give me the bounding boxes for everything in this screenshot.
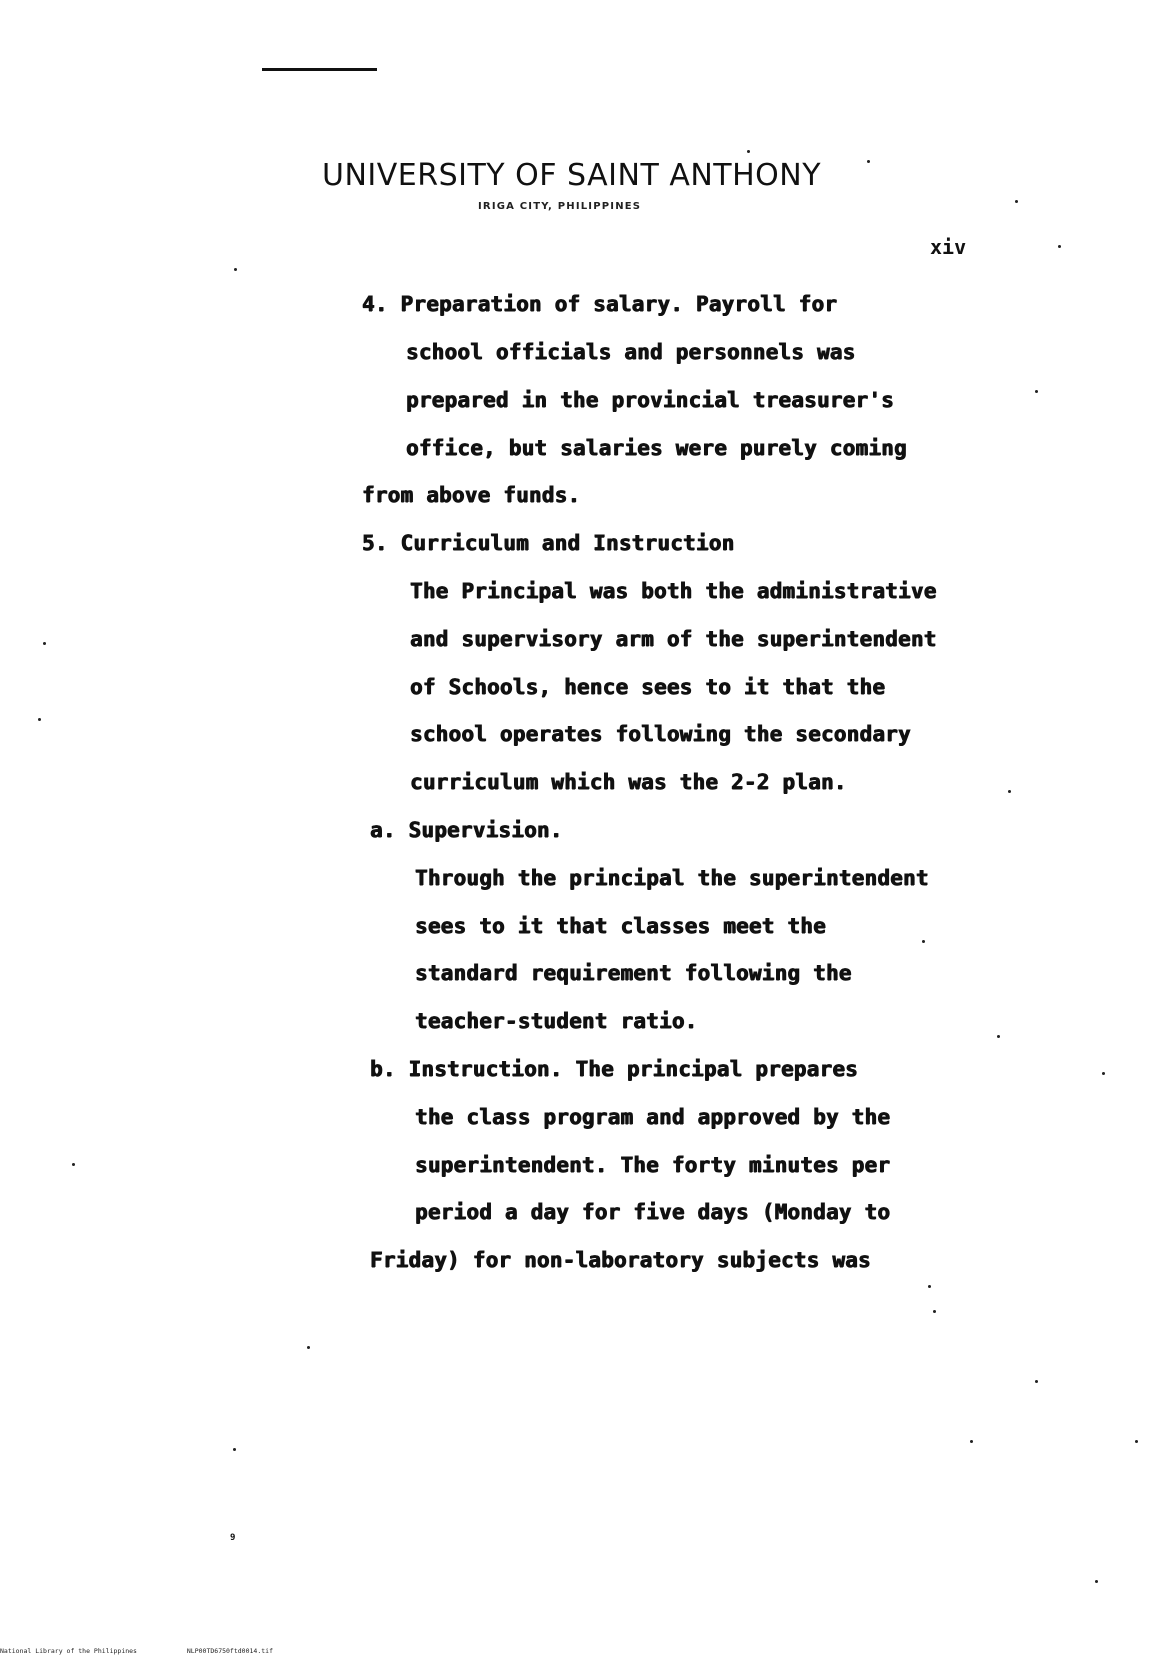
body-line: school operates following the secondary xyxy=(410,722,911,746)
speck xyxy=(933,1310,936,1313)
speck xyxy=(43,642,46,645)
speck xyxy=(233,1448,236,1451)
speck xyxy=(1102,1072,1105,1075)
letterhead-subtitle: IRIGA CITY, PHILIPPINES xyxy=(478,201,642,212)
speck xyxy=(747,150,750,153)
body-line: school officials and personnels was xyxy=(406,340,856,364)
body-line: standard requirement following the xyxy=(415,961,852,985)
speck xyxy=(234,268,237,271)
body-line: the class program and approved by the xyxy=(415,1105,891,1129)
page-number: xiv xyxy=(930,235,967,259)
speck xyxy=(922,940,925,943)
subsection-heading: a. Supervision. xyxy=(370,818,563,842)
speck xyxy=(1058,245,1061,248)
body-line: from above funds. xyxy=(362,483,581,507)
body-line: period a day for five days (Monday to xyxy=(415,1200,891,1224)
body-line: The Principal was both the administrative xyxy=(410,579,937,603)
letterhead-title: UNIVERSITY OF SAINT ANTHONY xyxy=(322,158,822,193)
speck xyxy=(997,1035,1000,1038)
subsection-heading: b. Instruction. The principal prepares xyxy=(370,1057,859,1081)
speck xyxy=(867,160,870,163)
stray-mark: 9 xyxy=(230,1533,236,1543)
footer-library: National Library of the Philippines xyxy=(0,1647,137,1655)
body-line: curriculum which was the 2-2 plan. xyxy=(410,770,847,794)
section-heading: 5. Curriculum and Instruction xyxy=(362,531,735,555)
body-line: Through the principal the superintendent xyxy=(415,866,929,890)
speck xyxy=(307,1346,310,1349)
body-line: teacher-student ratio. xyxy=(415,1009,698,1033)
body-line: of Schools, hence sees to it that the xyxy=(410,675,886,699)
body-line: and supervisory arm of the superintendent xyxy=(410,627,937,651)
body-line: superintendent. The forty minutes per xyxy=(415,1153,891,1177)
speck xyxy=(1015,200,1018,203)
speck xyxy=(1035,390,1038,393)
speck xyxy=(72,1163,75,1166)
footer-file: NLP00TD6750ftd0014.tif xyxy=(186,1647,273,1655)
body-line: 4. Preparation of salary. Payroll for xyxy=(362,292,838,316)
scan-footer xyxy=(0,1647,319,1655)
body-line: office, but salaries were purely coming xyxy=(406,436,907,460)
speck xyxy=(38,718,41,721)
top-rule xyxy=(262,68,377,71)
body-line: Friday) for non-laboratory subjects was xyxy=(370,1248,871,1272)
speck xyxy=(1095,1580,1098,1583)
body-line: sees to it that classes meet the xyxy=(415,914,826,938)
speck xyxy=(928,1285,931,1288)
body-line: prepared in the provincial treasurer's xyxy=(406,388,895,412)
speck xyxy=(970,1440,973,1443)
speck xyxy=(1135,1440,1138,1443)
speck xyxy=(1035,1380,1038,1383)
speck xyxy=(1008,790,1011,793)
